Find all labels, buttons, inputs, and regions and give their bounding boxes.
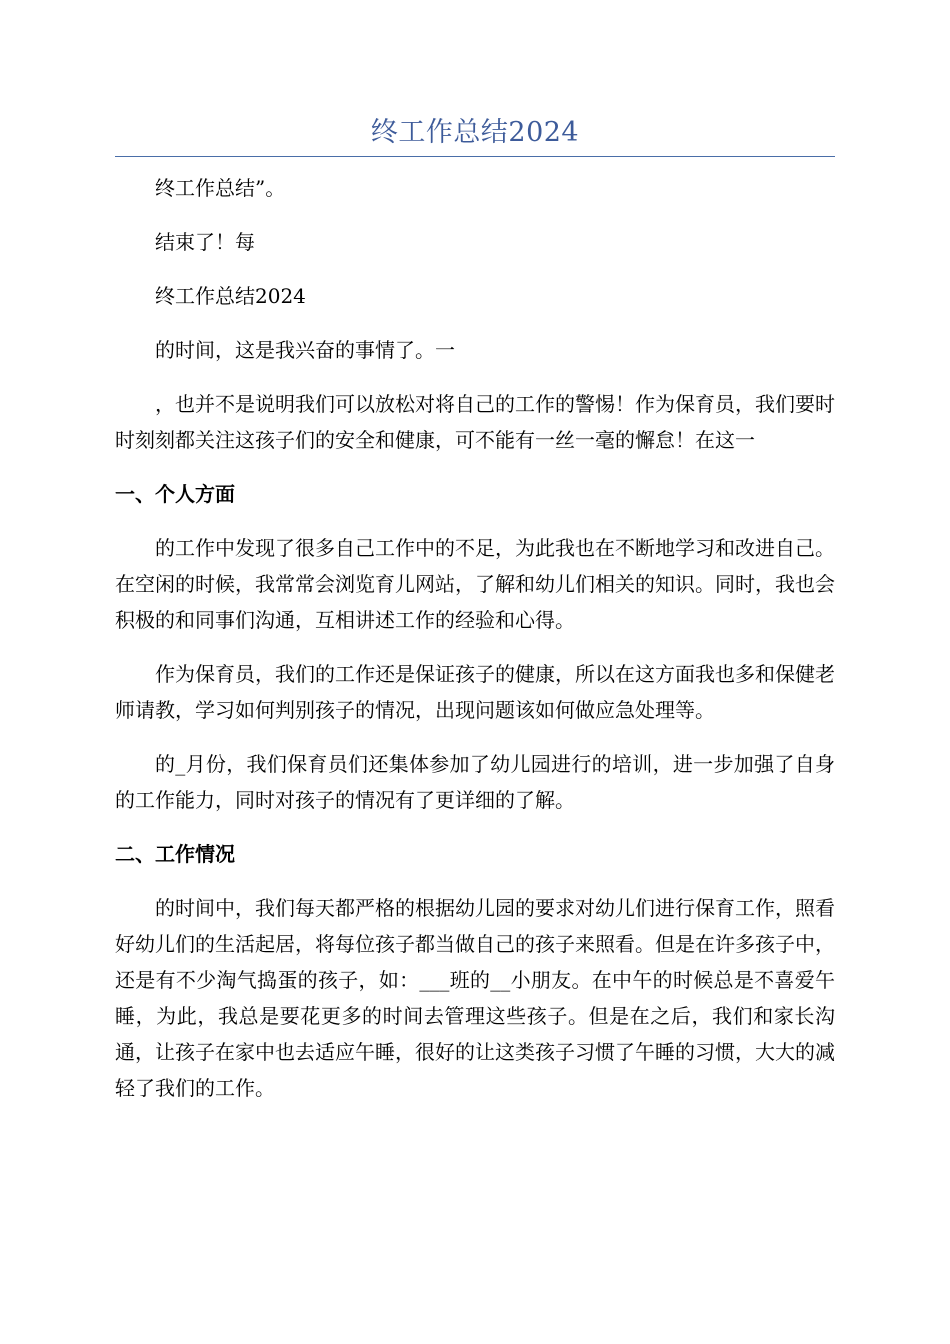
intro-paragraph-1: 终工作总结”。 (155, 176, 286, 200)
document-title: 终工作总结2024 (370, 117, 580, 148)
section-heading-work: 二、工作情况 (115, 842, 235, 866)
section1-paragraph-3: 的_月份，我们保育员们还集体参加了幼儿园进行的培训，进一步加强了自身的工作能力，同时对孩子的情况有了更详细的了解。 (115, 752, 835, 812)
intro-paragraph-5: ，也并不是说明我们可以放松对将自己的工作的警惕！作为保育员，我们要时时刻刻都关注这孩子们的安全和健康，可不能有一丝一毫的懈怠！在这一 (115, 392, 835, 452)
section1-paragraph-1: 的工作中发现了很多自己工作中的不足，为此我也在不断地学习和改进自己。在空闲的时候，我常常会浏览育儿网站，了解和幼儿们相关的知识。同时，我也会积极的和同事们沟通，互相讲述工作的经验和心得。 (115, 536, 835, 632)
intro-paragraph-3: 终工作总结2024 (155, 284, 306, 308)
intro-paragraph-4: 的时间，这是我兴奋的事情了。一 (155, 338, 455, 362)
section2-paragraph-1: 的时间中，我们每天都严格的根据幼儿园的要求对幼儿们进行保育工作，照看好幼儿们的生活起居，将每位孩子都当做自己的孩子来照看。但是在许多孩子中，还是有不少淘气捣蛋的孩子，如：___班的__小朋友。在中午的时候总是不喜爱午睡，为此，我总是要花更多的时间去管理这些孩子。但是在之后，我们和家长沟通，让孩子在家中也去适应午睡，很好的让这类孩子习惯了午睡的习惯，大大的减轻了我们的工作。 (115, 896, 835, 1100)
section-heading-personal: 一、个人方面 (115, 482, 235, 506)
title-block (115, 112, 835, 157)
intro-paragraph-2: 结束了！每 (155, 230, 255, 254)
section1-paragraph-2: 作为保育员，我们的工作还是保证孩子的健康，所以在这方面我也多和保健老师请教，学习如何判别孩子的情况，出现问题该如何做应急处理等。 (115, 662, 835, 722)
document-body (115, 170, 835, 1106)
